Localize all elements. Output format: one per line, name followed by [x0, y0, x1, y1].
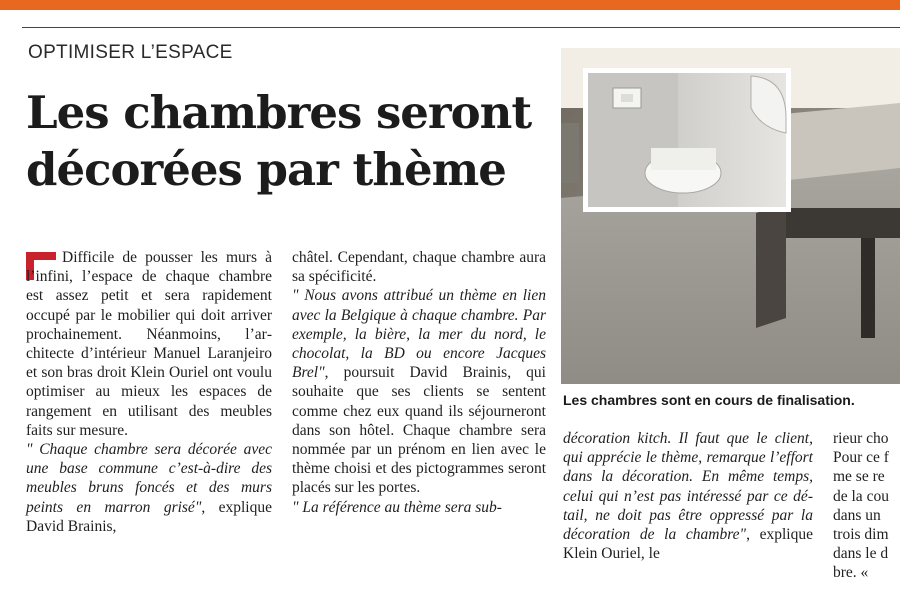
quote-text: " Chaque chambre sera décorée avec une base commune c’est-à-dire des meubles bruns foncés et des murs peints en marron grisé" — [26, 441, 272, 516]
body-line: de la cou — [833, 487, 889, 505]
body-line: me se re — [833, 468, 885, 486]
article-column-3 — [563, 429, 813, 563]
article-headline — [26, 84, 566, 198]
body-text: , explique Klein Ouriel, le — [563, 526, 813, 563]
body-line: Pour ce f — [833, 449, 889, 467]
article-photo — [561, 48, 900, 384]
body-line: trois dim — [833, 526, 889, 544]
body-text: , poursuit David Brainis, qui souhaite que ses clients se sentent comme chez eux quand ils séjourneront dans son hôtel. Chaque chambre sera nommée par un prénom en lien avec le thème choisi et des pictogrammes seront placés sur les portes. — [292, 364, 546, 497]
quote-text: décoration kitch. Il faut que le client, qui apprécie le thème, remarque l’effort dans la décoration. En même temps, celui qui n’est pas intéressé par ce détail, ne doit pas être oppressé par la décoration de la chambre" — [563, 430, 813, 544]
article-column-1 — [26, 248, 272, 536]
quote-text: " Nous avons attribué un thème en lien avec la Belgique à chaque chambre. Par exemple, la bière, la mer du nord, le chocolat, la BD ou encore Jacques Brel" — [292, 287, 546, 382]
top-color-band — [0, 0, 900, 10]
section-rule — [22, 27, 900, 28]
body-text: châtel. Cependant, chaque chambre aura sa spécificité. — [292, 249, 546, 286]
article-column-4-clipped — [833, 429, 900, 583]
body-line: dans un — [833, 506, 881, 524]
body-line: bre. « — [833, 564, 869, 582]
body-line: dans le d — [833, 545, 889, 563]
body-line: rieur cho — [833, 430, 889, 447]
article-column-2 — [292, 248, 546, 517]
photo-caption: Les chambres sont en cours de finalisation. — [563, 392, 855, 408]
body-text: , explique David Brainis, — [26, 498, 272, 535]
hotel-room-photo-image — [561, 48, 900, 384]
quote-text: " La référence au thème sera sub- — [292, 498, 502, 516]
headline-line-2: décorées par thème — [26, 143, 506, 196]
headline-line-1: Les chambres seront — [26, 86, 532, 139]
body-text: Difficile de pousser les murs à l’infini, l’espace de chaque chambre est assez petit et sera rapidement occupé par le mobilier qui doit arriver prochainement. Néanmoins, l’architecte d’intérieur Manuel Laranjeiro et son bras droit Klein Ouriel ont voulu optimiser au mieux les espaces de rangement en utilisant des meubles faits sur mesure. — [26, 249, 272, 439]
section-kicker: OPTIMISER L’ESPACE — [28, 42, 233, 63]
